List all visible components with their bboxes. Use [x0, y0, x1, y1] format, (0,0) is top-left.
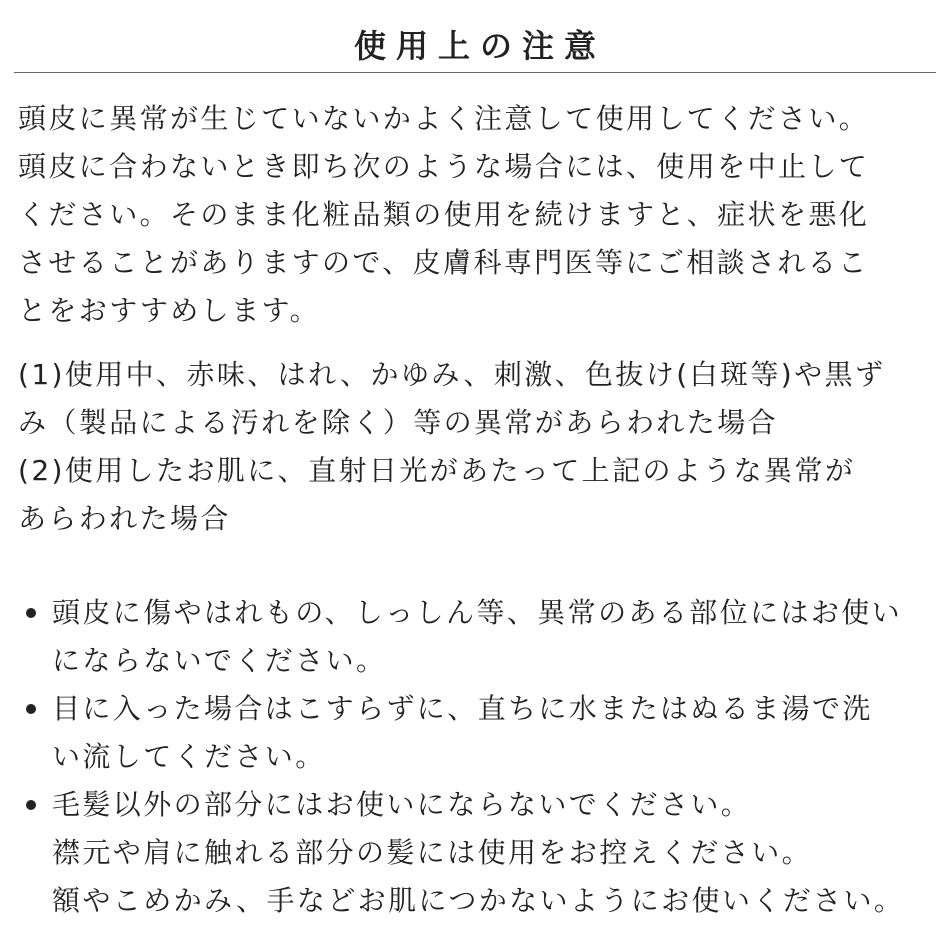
page-title: 使用上の注意: [353, 27, 606, 65]
intro-line: 頭皮に合わないとき即ち次のような場合には、使用を中止して: [18, 150, 870, 183]
condition-line: (1)使用中、赤味、はれ、かゆみ、刺激、色抜け(白斑等)や黒ず: [18, 358, 886, 391]
condition-line: あらわれた場合: [18, 502, 231, 535]
list-item: [14, 781, 936, 925]
bullet-icon: [26, 608, 36, 618]
condition-line: (2)使用したお肌に、直射日光があたって上記のような異常が: [18, 454, 856, 487]
bullet-icon: [26, 704, 36, 714]
list-item-line: い流してください。: [52, 740, 326, 773]
caution-list: [14, 589, 936, 925]
bullet-icon: [26, 800, 36, 810]
list-item-line: にならないでください。: [52, 644, 387, 677]
condition-line: み（製品による汚れを除く）等の異常があらわれた場合: [18, 406, 779, 439]
intro-line: 頭皮に異常が生じていないかよく注意して使用してください。: [18, 102, 870, 135]
intro-line: とをおすすめします。: [18, 294, 321, 327]
list-item: [14, 589, 936, 685]
intro-paragraph: [14, 95, 936, 335]
intro-line: ください。そのまま化粧品類の使用を続けますと、症状を悪化: [18, 198, 870, 231]
conditions-paragraph: [14, 351, 936, 543]
list-item: [14, 685, 936, 781]
title-divider: [14, 72, 936, 73]
list-item-line: 襟元や肩に触れる部分の髪には使用をお控えください。: [52, 836, 813, 869]
list-item-line: 額やこめかみ、手などお肌につかないようにお使いください。: [52, 884, 905, 917]
list-item-line: 毛髪以外の部分にはお使いにならないでください。: [52, 788, 752, 821]
list-item-line: 頭皮に傷やはれもの、しっしん等、異常のある部位にはお使い: [52, 596, 903, 629]
list-item-line: 目に入った場合はこすらずに、直ちに水またはぬるま湯で洗: [52, 692, 873, 725]
intro-line: させることがありますので、皮膚科専門医等にご相談されるこ: [18, 246, 869, 279]
